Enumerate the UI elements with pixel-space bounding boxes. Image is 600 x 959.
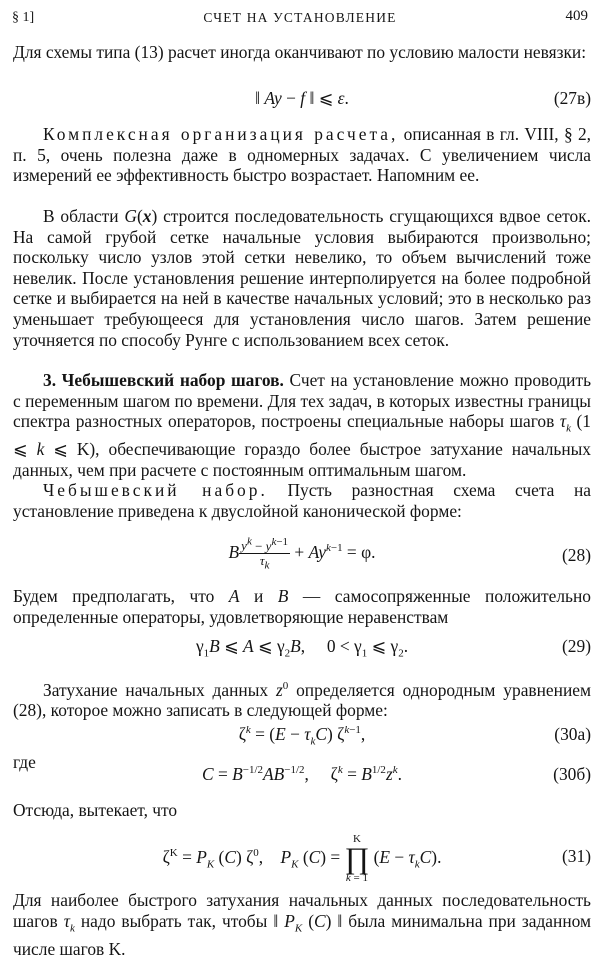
paragraph-complex-organization (13, 124, 591, 186)
text-span: надо выбрать так, чтобы (74, 910, 274, 931)
paragraph-chebyshev-set (13, 480, 591, 521)
equation-31-label: (31) (562, 846, 591, 866)
equation-29-formula: $\gamma_1B$ ⩽ A ⩽ $\gamma_2B$, $0 < \gamma_1$ ⩽ $\gamma_2$. (195, 636, 409, 660)
text-span: — самосопряженные положительно определенные операторы, удовлетворяющие неравенствам (13, 586, 591, 627)
running-title: СЧЕТ НА УСТАНОВЛЕНИЕ (203, 10, 397, 25)
equation-30b-label: (30б) (553, 764, 591, 784)
equation-27v-label: (27в) (553, 88, 591, 108)
equation-27v (13, 88, 591, 118)
text-span: Затухание начальных данных (43, 679, 276, 700)
text-span: Для наиболее быстрого затухания начальных данных последовательность шагов (13, 890, 591, 931)
equation-30b-formula: $C = B^{-1/2}AB^{-1/2}$, $\zeta^k = B^{1/2}z^k$. (202, 764, 402, 784)
page-number: 409 (565, 8, 588, 24)
page-header (12, 10, 588, 30)
paragraph-chebyshev-steps (13, 370, 591, 480)
paragraph-complex-organization-text: описанная в гл. VIII, § 2, п. 5, очень полезна даже в одномерных задачах. С увеличением числа измерений ее эффективность быстро возрастает. Напомним ее. (13, 124, 591, 186)
text-span: В области (43, 206, 125, 226)
text-span: строится последовательность сгущающихся вдвое сеток. На самой грубой сетке начальные условия выбираются произвольно; поскольку число узлов этой сетки невелико, то объем вычислений тоже невелик. После установления решение интерполируется на более подробной сетке и выбирается на ней в качестве начальных условий; это в несколько раз уменьшает требующееся для установления число шагов. Затем решение уточняется по способу Рунге с использованием всех сеток. (13, 206, 591, 350)
text-span: и (239, 586, 278, 606)
text-span: Пусть разностная схема счета на установление приведена к двуслойной канонической форме: (13, 480, 592, 521)
paragraph-minimization: Для наиболее быстрого затухания начальных данных последовательность шагов $\tau_k$ надо выбрать так, чтобы ‖ $P_K$ (C) ‖ была минимальна при заданном числе шагов K. (13, 890, 591, 959)
equation-30a-label: (30а) (554, 724, 591, 744)
term-chebyshev-set: Чебышевский набор. (43, 480, 268, 500)
term-complex-organization: Комплексная организация расчета, (43, 124, 399, 144)
paragraph-decay: Затухание начальных данных $z^0$ определяется однородным уравнением (28), которое можно записать в следующей форме: (13, 679, 591, 721)
equation-27v-formula: ‖ Ay − f ‖ ⩽ ε. (255, 88, 349, 108)
equation-30a (13, 724, 591, 754)
text-span: Счет на установление можно проводить с переменным шагом по времени. Для тех задач, в которых известны границы спектра разностных операторов, построены специальные наборы шагов (13, 370, 592, 432)
equation-29 (13, 636, 591, 666)
text-span: была минимальна при заданном числе шагов K. (13, 910, 591, 959)
product-symbol: K ∏ k = 1 (344, 833, 370, 884)
equation-30a-formula: $\zeta^k = (E - \tau_kC)$ $\zeta^{k-1}$, (238, 724, 366, 748)
equation-29-label: (29) (562, 636, 591, 656)
paragraph-operator-assumptions: Будем предполагать, что A и B — самосопряженные положительно определенные операторы, удовлетворяющие неравенствам (13, 586, 591, 627)
region-symbol: G (124, 206, 137, 226)
subsection-heading: 3. Чебышевский набор шагов. (43, 370, 284, 390)
text-span: , обеспечивающие гораздо более быстрое затухание начальных данных, чем при расчете с постоянным оптимальным шагом. (13, 439, 592, 480)
equation-31 (13, 828, 591, 884)
paragraph-hence: Отсюда, вытекает, что (13, 800, 178, 820)
section-marker: § 1] (12, 10, 35, 25)
word-where: где (13, 752, 36, 772)
equation-28-formula: B $\frac{y^k - y^{k-1}}{\tau_k}$ + $Ay^{k-1} = \varphi$. (228, 536, 376, 572)
step-set-formula: $\tau_k$ (1 ⩽ k ⩽ K) (13, 411, 591, 460)
paragraph-residual-condition: Для схемы типа (13) расчет иногда оканчивают по условию малости невязки: (13, 42, 587, 62)
text-span: Будем предполагать, что (13, 586, 229, 606)
text-span: определяется однородным уравнением (28), которое можно записать в следующей форме: (13, 679, 591, 721)
paragraph-grid-sequence: В области G(x) строится последовательность сгущающихся вдвое сеток. На самой грубой сетке начальные условия выбираются произвольно; поскольку число узлов этой сетки невелико, то объем вычислений тоже невелик. После установления решение интерполируется на более подробной сетке и выбирается на ней в качестве начальных условий; это в несколько раз уменьшает требующееся для установления число шагов. Затем решение уточняется по способу Рунге с использованием всех сеток. (13, 206, 591, 350)
equation-28-label: (28) (562, 545, 591, 565)
equation-31-formula: $\zeta^K = P_K$ (C) $\zeta^0$, $P_K$ (C) = K ∏ k = 1 $(E - \tau_kC)$. (162, 833, 442, 884)
equation-28 (13, 535, 591, 575)
equation-30b (13, 764, 591, 794)
